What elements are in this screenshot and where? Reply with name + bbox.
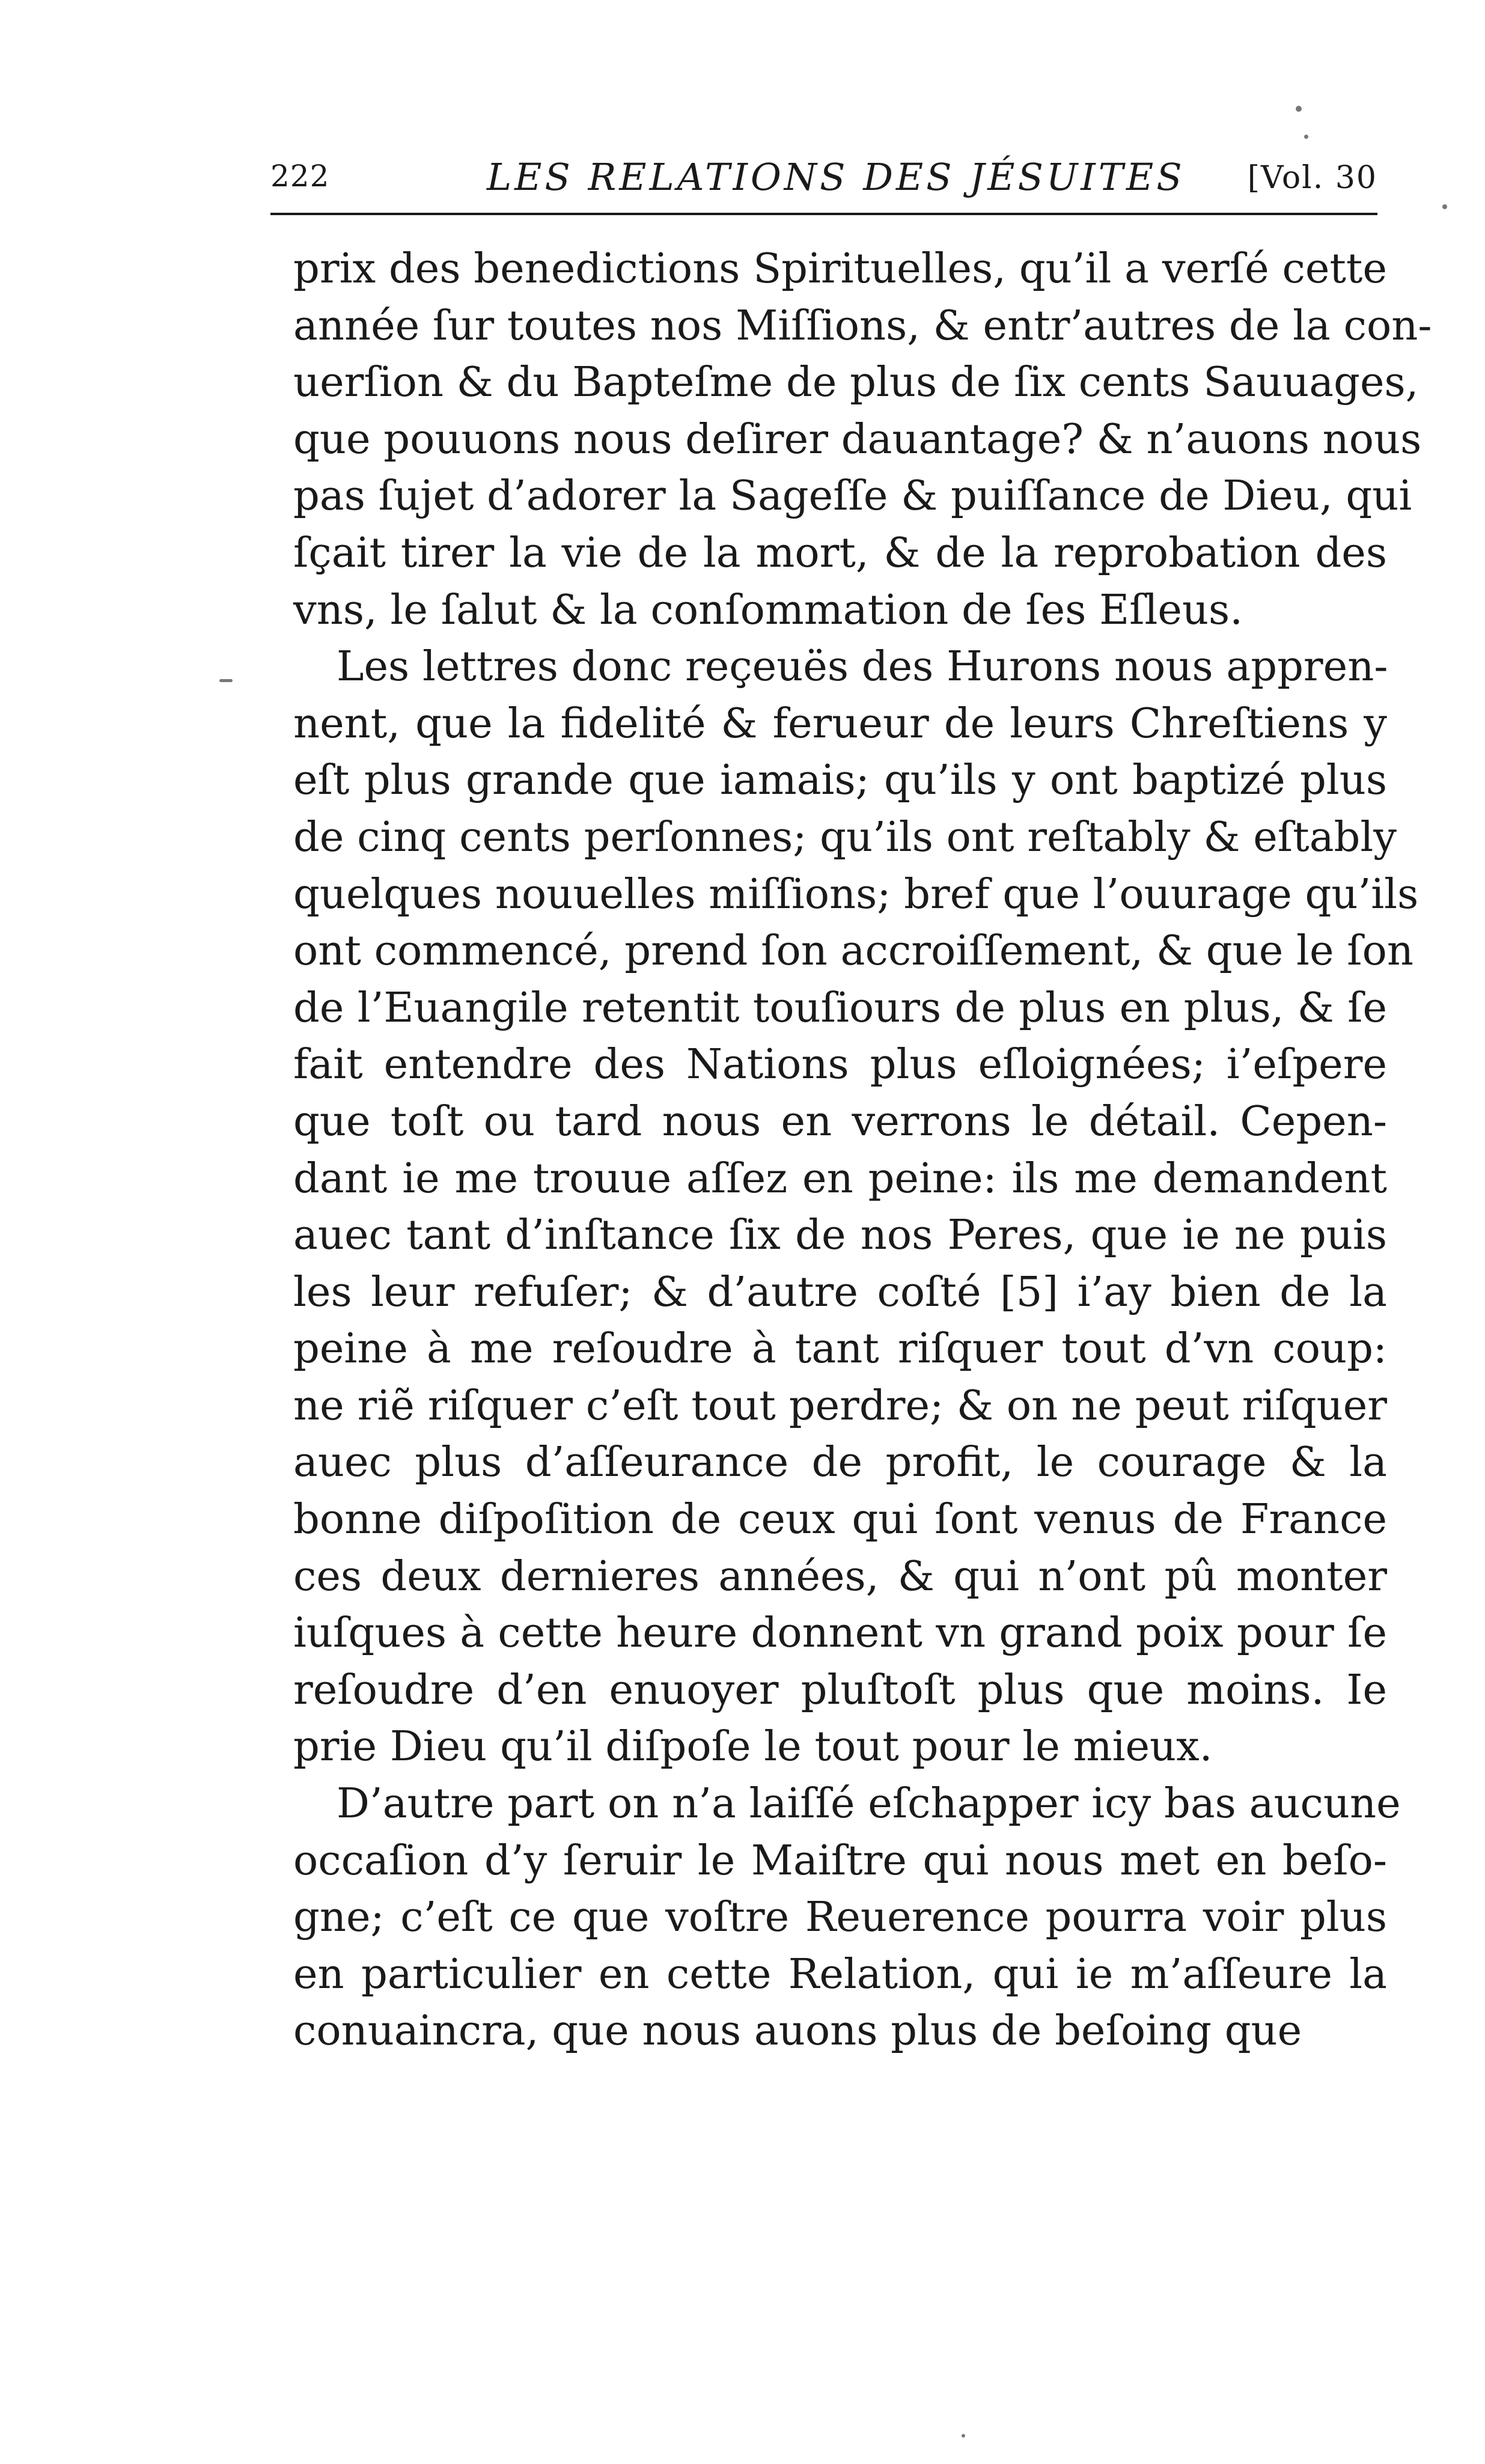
paragraph bbox=[293, 240, 1432, 638]
print-speck bbox=[1442, 204, 1447, 209]
text-line: fait entendre des Nations plus eſloignées; i’eſpere bbox=[293, 1040, 1387, 1089]
paragraph bbox=[293, 1775, 1401, 2060]
text-line: quelques nouuelles miſſions; bref que l’ouurage qu’ils bbox=[293, 870, 1419, 918]
running-title: LES RELATIONS DES JÉSUITES bbox=[487, 155, 1185, 199]
text-line: gne; c’eſt ce que voſtre Reuerence pourra voir plus bbox=[293, 1893, 1387, 1942]
text-line: pas ſujet d’adorer la Sageſſe & puiſſance de Dieu, qui bbox=[293, 472, 1412, 520]
text-line: nent, que la fidelité & ferueur de leurs Chreſtiens y bbox=[293, 699, 1387, 748]
text-line: prie Dieu qu’il diſpoſe le tout pour le mieux. bbox=[293, 1722, 1213, 1771]
text-line: bonne diſpoſition de ceux qui ſont venus de France bbox=[293, 1495, 1387, 1544]
text-line: les leur refuſer; & d’autre coſté [5] i’ay bien de la bbox=[293, 1267, 1387, 1316]
text-line: conuaincra, que nous auons plus de beſoing que bbox=[293, 2007, 1302, 2055]
text-line: ont commencé, prend ſon accroiſſement, & que le ſon bbox=[293, 927, 1413, 975]
paragraph bbox=[293, 638, 1419, 1775]
text-line: ne riẽ riſquer c’eſt tout perdre; & on ne peut riſquer bbox=[293, 1381, 1387, 1430]
text-line: iuſques à cette heure donnent vn grand poix pour ſe bbox=[293, 1609, 1387, 1657]
text-line: dant ie me trouue aſſez en peine: ils me demandent bbox=[293, 1154, 1387, 1203]
text-line: ces deux dernieres années, & qui n’ont pû monter bbox=[293, 1552, 1387, 1600]
text-line: Les lettres donc reçeuës des Hurons nous appren- bbox=[337, 642, 1388, 691]
text-line: que toſt ou tard nous en verrons le détail. Cepen- bbox=[293, 1097, 1387, 1145]
body-text bbox=[293, 240, 1432, 2060]
print-speck bbox=[219, 679, 233, 682]
text-line: uerſion & du Bapteſme de plus de ſix cents Sauuages, bbox=[293, 358, 1419, 407]
text-line: D’autre part on n’a laiſſé eſchapper icy bas aucune bbox=[337, 1779, 1401, 1828]
text-line: eſt plus grande que iamais; qu’ils y ont baptizé plus bbox=[293, 756, 1387, 805]
text-line: occaſion d’y ſeruir le Maiſtre qui nous met en beſo- bbox=[293, 1836, 1387, 1885]
text-line: en particulier en cette Relation, qui ie m’aſſeure la bbox=[293, 1950, 1387, 1998]
text-line: vns, le ſalut & la conſommation de ſes Eſleus. bbox=[293, 585, 1243, 634]
text-line: peine à me reſoudre à tant riſquer tout d’vn coup: bbox=[293, 1325, 1387, 1373]
print-speck bbox=[1296, 106, 1302, 112]
text-line: auec tant d’inſtance ſix de nos Peres, que ie ne puis bbox=[293, 1211, 1387, 1260]
text-line: prix des benedictions Spirituelles, qu’il a verſé cette bbox=[293, 245, 1387, 293]
print-speck bbox=[962, 2434, 965, 2438]
text-line: ſçait tirer la vie de la mort, & de la reprobation des bbox=[293, 528, 1387, 577]
page-header bbox=[270, 147, 1377, 215]
text-line: que pouuons nous deſirer dauantage? & n’auons nous bbox=[293, 415, 1422, 463]
text-line: de cinq cents perſonnes; qu’ils ont reſtably & eſtably bbox=[293, 813, 1397, 861]
page-number: 222 bbox=[270, 159, 330, 194]
volume-label: [Vol. 30 bbox=[1247, 160, 1377, 196]
text-line: auec plus d’aſſeurance de profit, le courage & la bbox=[293, 1438, 1387, 1487]
text-line: année ſur toutes nos Miſſions, & entr’autres de la con- bbox=[293, 301, 1432, 350]
print-speck bbox=[1304, 135, 1308, 139]
text-line: de l’Euangile retentit touſiours de plus en plus, & ſe bbox=[293, 983, 1387, 1032]
text-line: reſoudre d’en enuoyer pluſtoſt plus que moins. Ie bbox=[293, 1665, 1387, 1714]
